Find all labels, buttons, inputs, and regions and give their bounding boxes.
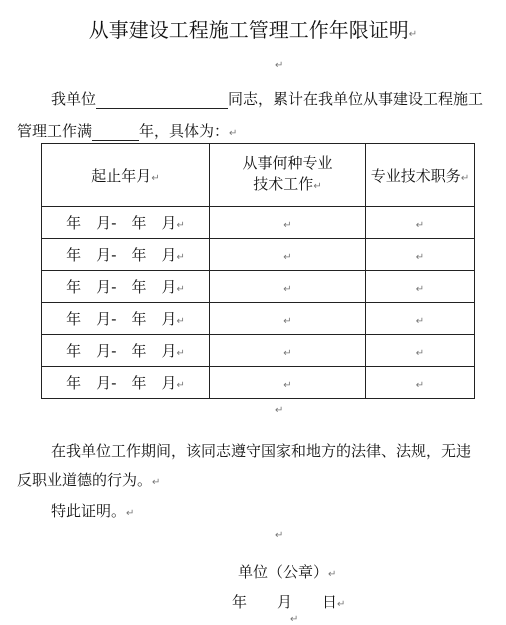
table-row	[42, 335, 475, 367]
certify-line-1: 我单位 同志，累计在我单位从事建设工程施工	[51, 90, 484, 108]
paragraph-mark: ↵	[275, 405, 284, 416]
period-cell[interactable]	[42, 303, 210, 335]
cell-mark: ↵	[415, 251, 425, 263]
cell-mark: ↵	[283, 219, 292, 231]
cell-mark: ↵	[176, 252, 185, 263]
title-cell[interactable]	[366, 239, 475, 271]
period-cell[interactable]	[42, 335, 210, 367]
title-cell[interactable]	[366, 207, 475, 239]
cell-mark: ↵	[415, 379, 425, 391]
hereby-certify: 特此证明。↵	[51, 502, 135, 520]
name-blank[interactable]	[96, 93, 228, 109]
table-row	[42, 271, 475, 303]
specialty-cell[interactable]	[210, 303, 366, 335]
date-range-text: 年 月- 年 月	[66, 310, 177, 328]
date-range-text: 年 月- 年 月	[66, 278, 177, 296]
period-cell[interactable]	[42, 271, 210, 303]
document-title: 从事建设工程施工管理工作年限证明↵	[88, 18, 418, 42]
table-row	[42, 239, 475, 271]
work-history-table	[41, 143, 475, 399]
table-row	[42, 367, 475, 399]
statement-line-1: 在我单位工作期间，该同志遵守国家和地方的法律、法规，无违	[51, 442, 472, 460]
header-period: 起止年月↵	[42, 144, 210, 207]
header-specialty: 从事何种专业 技术工作↵	[210, 144, 366, 207]
title-cell[interactable]	[366, 271, 475, 303]
paragraph-mark: ↵	[275, 60, 284, 71]
date-range-text: 年 月- 年 月	[66, 342, 177, 360]
cell-mark: ↵	[283, 251, 292, 263]
title-cell[interactable]	[366, 367, 475, 399]
cell-mark: ↵	[283, 283, 292, 295]
table-row	[42, 303, 475, 335]
table-header-row	[42, 144, 475, 207]
header-title: 专业技术职务↵	[366, 144, 475, 207]
date-range-text: 年 月- 年 月	[66, 214, 177, 232]
cell-mark: ↵	[176, 284, 185, 295]
period-cell[interactable]	[42, 367, 210, 399]
years-blank[interactable]	[92, 125, 139, 141]
unit-seal-line: 单位（公章）↵	[238, 563, 337, 581]
cell-mark: ↵	[283, 347, 292, 359]
date-range-text: 年 月- 年 月	[66, 374, 177, 392]
certify-line-2: 管理工作满 年，具体为：↵	[17, 122, 238, 140]
cell-mark: ↵	[415, 347, 425, 359]
date-range-text: 年 月- 年 月	[66, 246, 177, 264]
cell-mark: ↵	[176, 316, 185, 327]
cell-mark: ↵	[176, 380, 185, 391]
cell-mark: ↵	[415, 283, 425, 295]
cell-mark: ↵	[176, 348, 185, 359]
statement-line-2: 反职业道德的行为。↵	[17, 471, 161, 489]
cell-mark: ↵	[176, 220, 185, 231]
paragraph-mark: ↵	[290, 614, 299, 625]
cell-mark: ↵	[283, 315, 292, 327]
specialty-cell[interactable]	[210, 239, 366, 271]
title-cell[interactable]	[366, 335, 475, 367]
specialty-cell[interactable]	[210, 367, 366, 399]
specialty-cell[interactable]	[210, 207, 366, 239]
period-cell[interactable]	[42, 239, 210, 271]
specialty-cell[interactable]	[210, 335, 366, 367]
cell-mark: ↵	[415, 219, 425, 231]
specialty-cell[interactable]	[210, 271, 366, 303]
period-cell[interactable]	[42, 207, 210, 239]
cell-mark: ↵	[415, 315, 425, 327]
paragraph-mark: ↵	[275, 530, 284, 541]
table-row	[42, 207, 475, 239]
signature-date: 年 月 日↵	[232, 593, 346, 611]
cell-mark: ↵	[283, 379, 292, 391]
title-cell[interactable]	[366, 303, 475, 335]
